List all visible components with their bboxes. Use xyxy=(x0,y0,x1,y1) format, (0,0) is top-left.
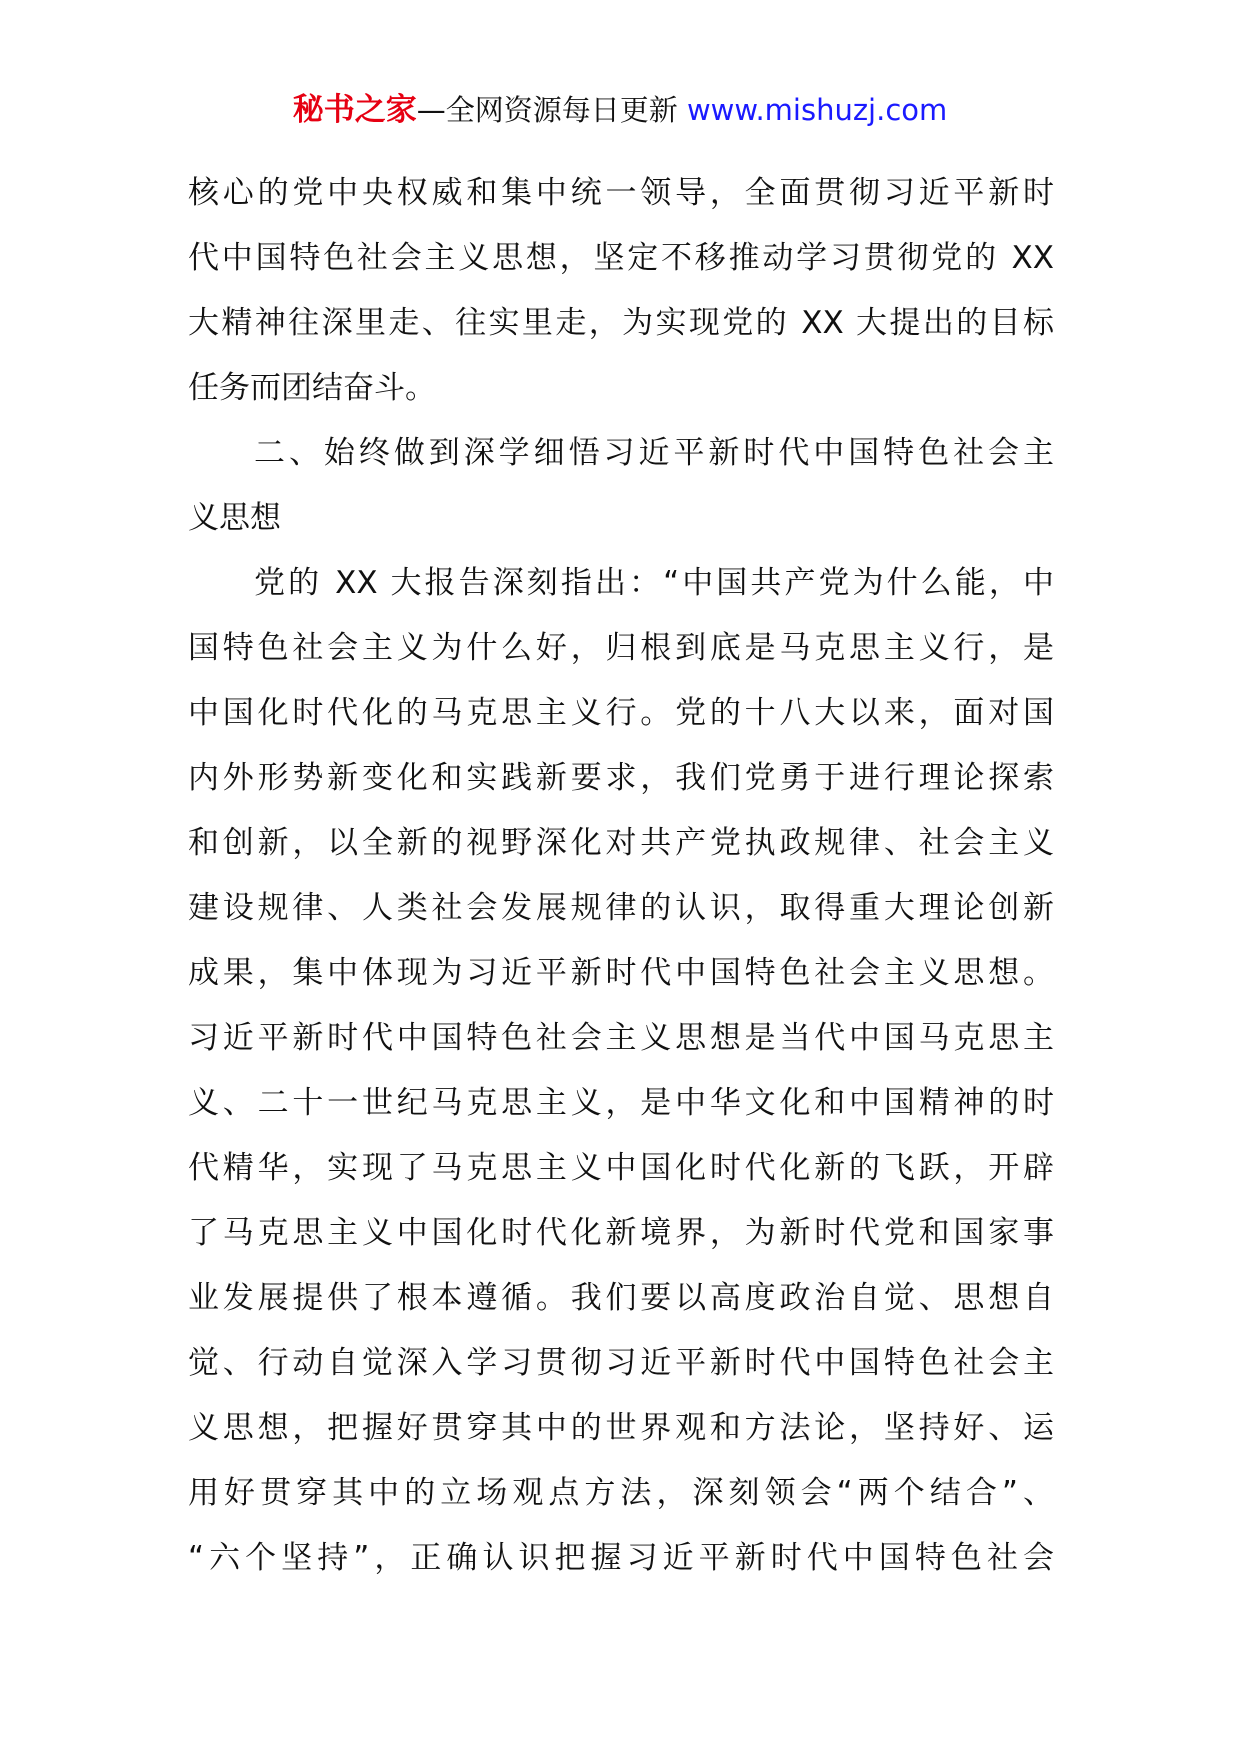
document-body xyxy=(188,161,1054,1591)
text-line: 内外形势新变化和实践新要求，我们党勇于进行理论探索 xyxy=(188,760,1054,796)
text-line: 义思想 xyxy=(188,500,281,536)
text-line: 国特色社会主义为什么好，归根到底是马克思主义行，是 xyxy=(188,630,1054,666)
text-line: 成果，集中体现为习近平新时代中国特色社会主义思想。 xyxy=(188,955,1054,991)
text-line: 义思想，把握好贯穿其中的世界观和方法论，坚持好、运 xyxy=(188,1410,1054,1446)
text-line: 大精神往深里走、往实里走，为实现党的 XX 大提出的目标 xyxy=(188,305,1054,341)
site-tagline: —全网资源每日更新 xyxy=(416,93,678,127)
site-brand: 秘书之家 xyxy=(292,92,417,128)
text-line: “六个坚持”，正确认识把握习近平新时代中国特色社会 xyxy=(188,1540,1054,1576)
text-line: 代精华，实现了马克思主义中国化时代化新的飞跃，开辟 xyxy=(188,1150,1054,1186)
page-header xyxy=(0,88,1240,132)
text-line: 习近平新时代中国特色社会主义思想是当代中国马克思主 xyxy=(188,1020,1054,1056)
site-url-link[interactable]: www.mishuzj.com xyxy=(686,93,948,127)
text-line: 觉、行动自觉深入学习贯彻习近平新时代中国特色社会主 xyxy=(188,1345,1054,1381)
text-line: 党的 XX 大报告深刻指出：“中国共产党为什么能，中 xyxy=(254,565,1054,601)
text-line: 和创新，以全新的视野深化对共产党执政规律、社会主义 xyxy=(188,825,1054,861)
text-line: 业发展提供了根本遵循。我们要以高度政治自觉、思想自 xyxy=(188,1280,1054,1316)
text-line: 用好贯穿其中的立场观点方法，深刻领会“两个结合”、 xyxy=(188,1475,1054,1511)
text-line: 中国化时代化的马克思主义行。党的十八大以来，面对国 xyxy=(188,695,1054,731)
text-line: 了马克思主义中国化时代化新境界，为新时代党和国家事 xyxy=(188,1215,1054,1251)
text-line: 代中国特色社会主义思想，坚定不移推动学习贯彻党的 XX xyxy=(188,240,1054,276)
text-line: 建设规律、人类社会发展规律的认识，取得重大理论创新 xyxy=(188,890,1054,926)
text-line: 核心的党中央权威和集中统一领导，全面贯彻习近平新时 xyxy=(188,175,1054,211)
text-line: 任务而团结奋斗。 xyxy=(188,370,436,406)
text-line: 二、始终做到深学细悟习近平新时代中国特色社会主 xyxy=(254,435,1054,471)
text-line: 义、二十一世纪马克思主义，是中华文化和中国精神的时 xyxy=(188,1085,1054,1121)
